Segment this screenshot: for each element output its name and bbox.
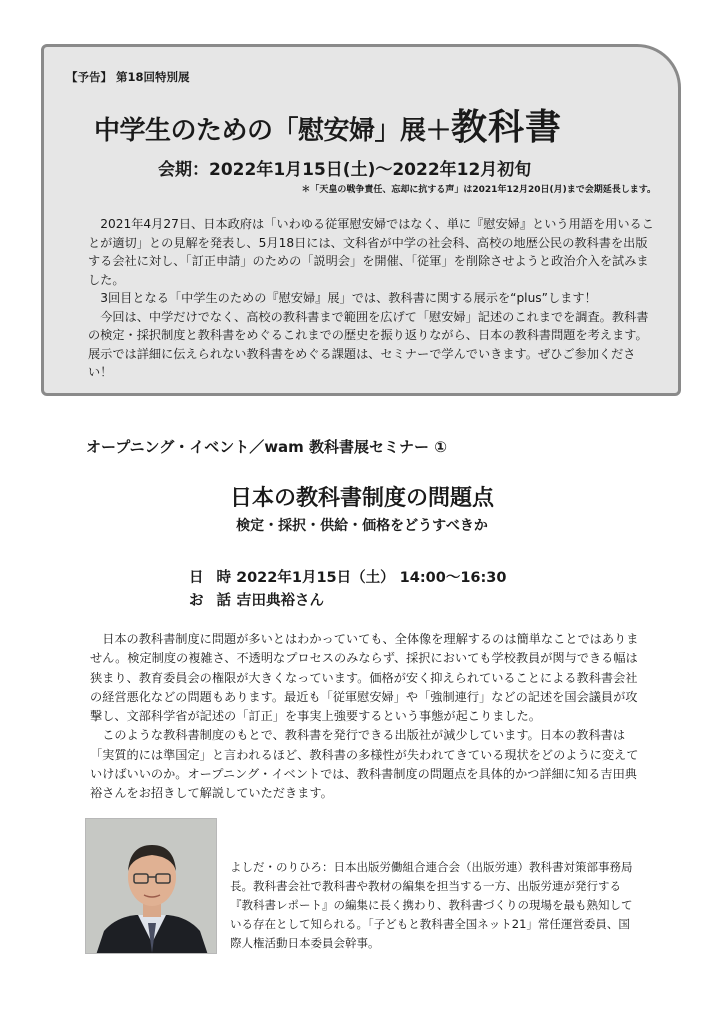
extension-note: ＊「天皇の戦争責任、忘却に抗する声」は2021年12月20日(月)まで会期延長します。 [301,185,656,195]
exhibition-title-accent: 教科書 [451,107,563,148]
datetime-label: 日 時： [189,570,254,586]
exhibition-title [94,99,562,150]
intro-paragraph: 3回目となる「中学生のための『慰安婦』展」では、教科書に関する展示を“plus”します！ [100,291,597,305]
intro-paragraph: 今回は、中学だけでなく、高校の教科書まで範囲を広げて「慰安婦」記述のこれまでを調査。教科書の検定・採択制度と教科書をめぐるこれまでの歴史を振り返りながら、日本の教科書問題を考えます。展示では詳細に伝えられない教科書をめぐる課題は、セミナーで学んでいきます。ぜひご参加ください！ [88,309,649,379]
speaker-portrait-illustration [86,819,217,954]
speaker-photo [85,818,217,954]
description-paragraph: このような教科書制度のもとで、教科書を発行できる出版社が減少しています。日本の教科書は「実質的には準国定」と言われるほど、教科書の多様性が失われてきている現状をどのように変えていけばいいのか。オープニング・イベントでは、教科書制度の問題点を具体的かつ詳細に知る吉田典裕さんをお招きして解説していただきます。 [90,728,639,801]
speaker-value: 吉田典裕さん [237,593,324,609]
seminar-title: 日本の教科書制度の問題点 [229,486,494,511]
exhibition-period: 会期：2022年1月15日(土)〜2022年12月初旬 [158,160,532,180]
datetime-value: 2022年1月15日（土） 14:00〜16:30 [237,570,507,586]
intro-text [88,215,654,382]
exhibition-title-main: 中学生のための「慰安婦」展＋ [94,116,452,146]
speaker-row [189,590,506,613]
preview-label: 【予告】 第18回特別展 [66,70,190,84]
exhibition-notice-panel [41,44,681,396]
description-paragraph: 日本の教科書制度に問題が多いとはわかっていても、全体像を理解するのは簡単なことではありません。検定制度の複雑さ、不透明なプロセスのみならず、採択においても学校教員が関与できる幅は狭まり、教育委員会の権限が大きくなっています。価格が安く抑えられていることによる教科書会社の経営悪化などの問題もあります。最近も「従軍慰安婦」や「強制連行」などの記述を国会議員が攻撃し、文部科学省が記述の「訂正」を事実上強要するという事態が起こりました。 [90,632,639,724]
speaker-label: お 話： [189,593,254,609]
event-label: オープニング・イベント／wam 教科書展セミナー ① [86,438,447,456]
datetime-row [189,567,506,590]
intro-paragraph: 2021年4月27日、日本政府は「いわゆる従軍慰安婦ではなく、単に『慰安婦』という用語を用いることが適切」との見解を発表し、5月18日には、文科省が中学の社会科、高校の地歴公民の教科書を出版する会社に対し、「訂正申請」のための「説明会」を開催、「従軍」を削除させようと政治介入を試みました。 [88,217,654,287]
speaker-bio: よしだ・のりひろ：日本出版労働組合連合会（出版労連）教科書対策部事務局長。教科書会社で教科書や教材の編集を担当する一方、出版労連が発行する『教科書レポート』の編集に長く携わり、教科書づくりの現場を最も熟知している存在として知られる。「子どもと教科書全国ネット21」常任運営委員、国際人権活動日本委員会幹事。 [230,860,633,950]
seminar-subtitle: 検定・採択・供給・価格をどうすべきか [236,518,488,534]
event-info [189,567,506,613]
event-description [90,630,646,804]
